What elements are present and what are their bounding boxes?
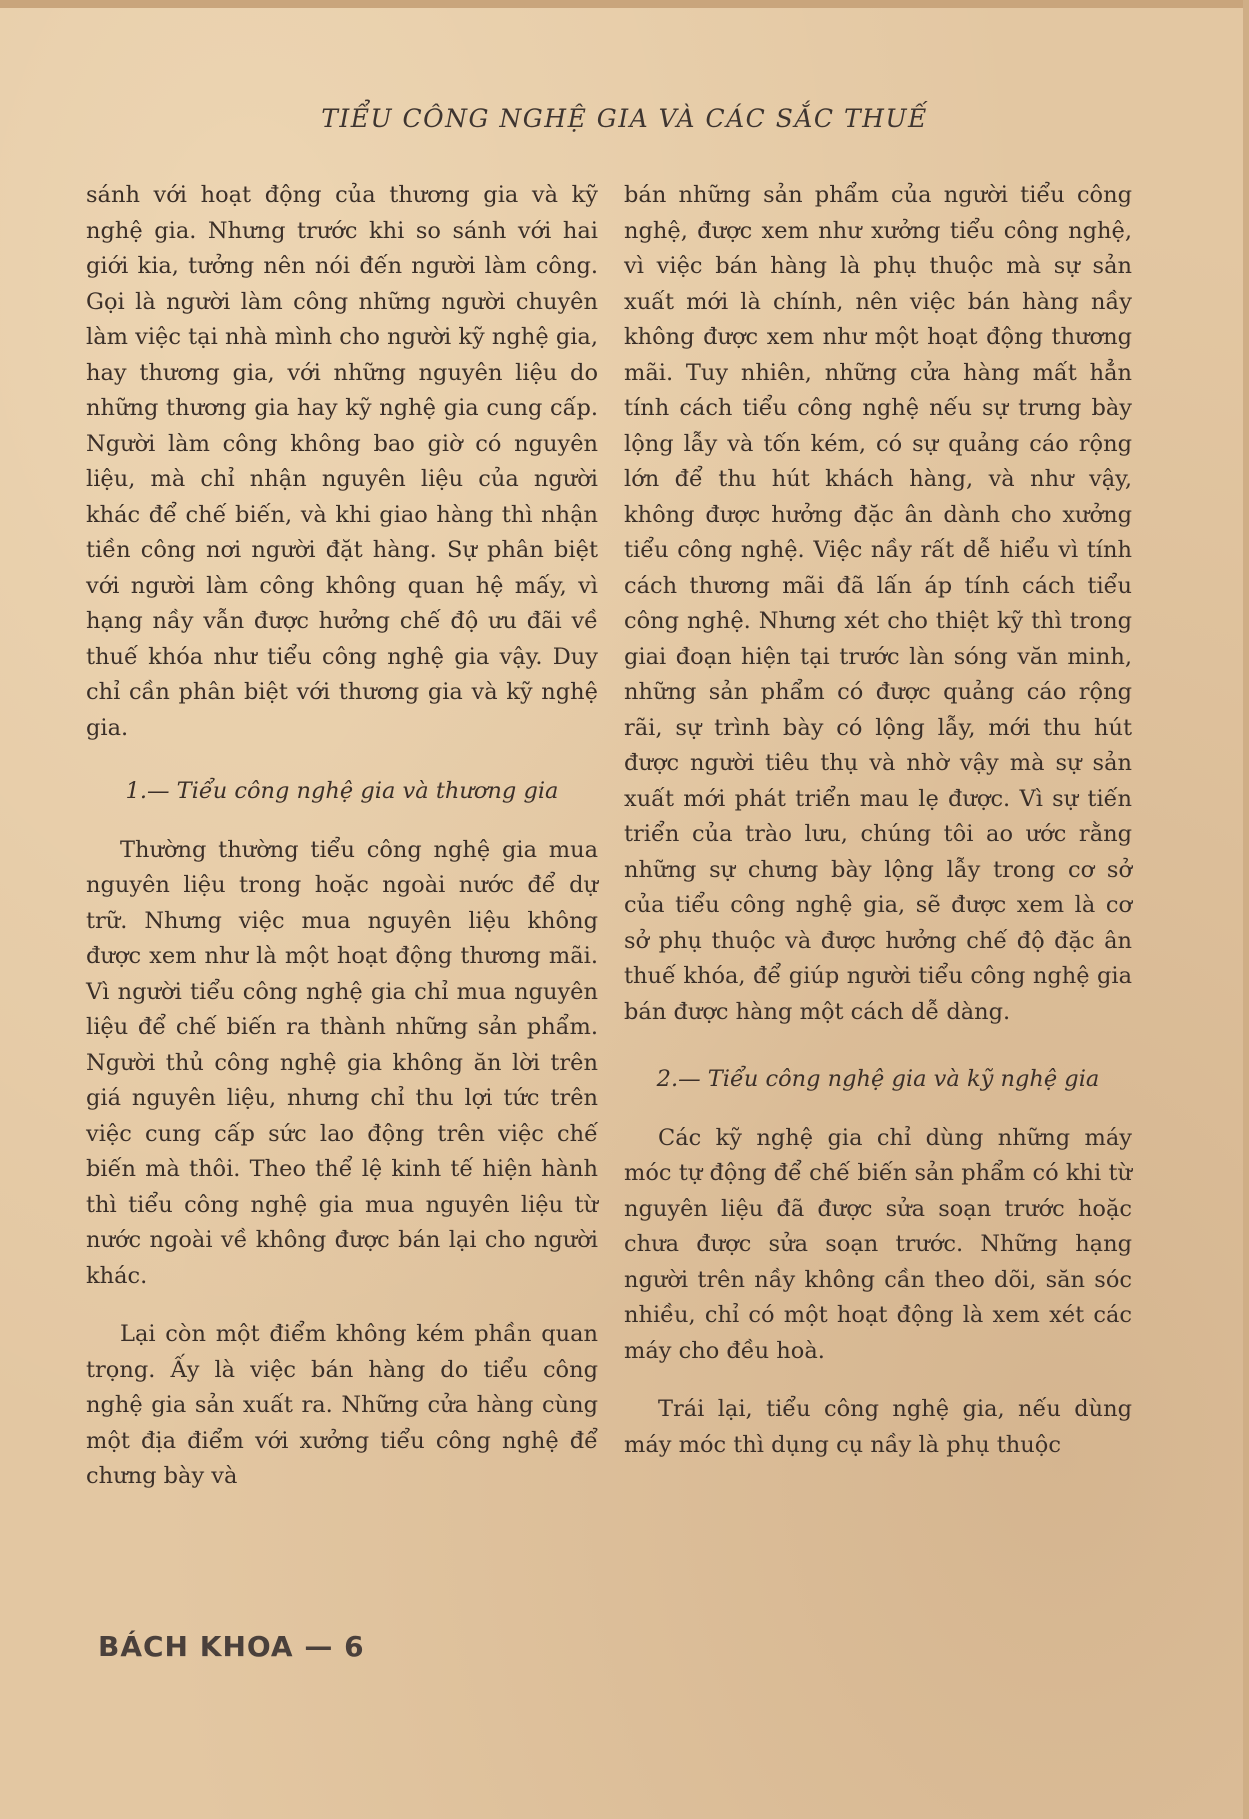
right-paragraph-1: bán những sản phẩm của người tiểu công nghệ, được xem như xưởng tiểu công nghệ, vì việc bán hàng là phụ thuộc mà sự sản xuất mới là chính, nên việc bán hàng nầy không được xem như một hoạt động thương mãi. Tuy nhiên, những cửa hàng mất hẳn tính cách tiểu công nghệ nếu sự trưng bày lộng lẫy và tốn kém, có sự quảng cáo rộng lớn để thu hút khách hàng, và như vậy, không được hưởng đặc ân dành cho xưởng tiểu công nghệ. Việc nầy rất dễ hiểu vì tính cách thương mãi đã lấn áp tính cách tiểu công nghệ. Nhưng xét cho thiệt kỹ thì trong giai đoạn hiện tại trước làn sóng văn minh, những sản phẩm có được quảng cáo rộng rãi, sự trình bày có lộng lẫy, mới thu hút được người tiêu thụ và nhờ vậy mà sự sản xuất mới phát triển mau lẹ được. Vì sự tiến triển của trào lưu, chúng tôi ao ước rằng những sự chưng bày lộng lẫy trong cơ sở của tiểu công nghệ gia, sẽ được xem là cơ sở phụ thuộc và được hưởng chế độ đặc ân thuế khóa, để giúp người tiểu công nghệ gia bán được hàng một cách dễ dàng. bbox=[624, 182, 1132, 1025]
left-column bbox=[86, 178, 598, 1495]
right-paragraph-3: Trái lại, tiểu công nghệ gia, nếu dùng máy móc thì dụng cụ nầy là phụ thuộc bbox=[624, 1396, 1132, 1458]
page-edge-top bbox=[0, 0, 1249, 8]
page-edge-right bbox=[1243, 0, 1249, 1819]
left-paragraph-3: Lại còn một điểm không kém phần quan trọng. Ấy là việc bán hàng do tiểu công nghệ gia sản xuất ra. Những cửa hàng cùng một địa điểm với xưởng tiểu công nghệ để chưng bày và bbox=[86, 1321, 598, 1489]
section-heading-1: 1.— Tiểu công nghệ gia và thương gia bbox=[125, 778, 559, 804]
right-paragraph-2: Các kỹ nghệ gia chỉ dùng những máy móc tự động để chế biến sản phẩm có khi từ nguyên liệu đã được sửa soạn trước hoặc chưa được sửa soạn trước. Những hạng người trên nầy không cần theo dõi, săn sóc nhiều, chỉ có một hoạt động là xem xét các máy cho đều hoà. bbox=[624, 1124, 1132, 1364]
left-paragraph-2: Thường thường tiểu công nghệ gia mua nguyên liệu trong hoặc ngoài nước để dự trữ. Nhưng việc mua nguyên liệu không được xem như là một hoạt động thương mãi. Vì người tiểu công nghệ gia chỉ mua nguyên liệu để chế biến ra thành những sản phẩm. Người thủ công nghệ gia không ăn lời trên giá nguyên liệu, nhưng chỉ thu lợi tức trên việc cung cấp sức lao động trên việc chế biến mà thôi. Theo thể lệ kinh tế hiện hành thì tiểu công nghệ gia mua nguyên liệu từ nước ngoài về không được bán lại cho người khác. bbox=[86, 836, 598, 1289]
running-header: TIỂU CÔNG NGHỆ GIA VÀ CÁC SẮC THUẾ bbox=[321, 104, 928, 133]
page-footer: BÁCH KHOA — 6 bbox=[98, 1630, 365, 1663]
section-heading-2: 2.— Tiểu công nghệ gia và kỹ nghệ gia bbox=[656, 1066, 1100, 1092]
left-paragraph-1: sánh với hoạt động của thương gia và kỹ nghệ gia. Nhưng trước khi so sánh với hai giới kia, tưởng nên nói đến người làm công. Gọi là người làm công những người chuyên làm việc tại nhà mình cho người kỹ nghệ gia, hay thương gia, với những nguyên liệu do những thương gia hay kỹ nghệ gia cung cấp. Người làm công không bao giờ có nguyên liệu, mà chỉ nhận nguyên liệu của người khác để chế biến, và khi giao hàng thì nhận tiền công nơi người đặt hàng. Sự phân biệt với người làm công không quan hệ mấy, vì hạng nầy vẫn được hưởng chế độ ưu đãi về thuế khóa như tiểu công nghệ gia vậy. Duy chỉ cần phân biệt với thương gia và kỹ nghệ gia. bbox=[86, 182, 598, 741]
right-column bbox=[624, 178, 1132, 1463]
